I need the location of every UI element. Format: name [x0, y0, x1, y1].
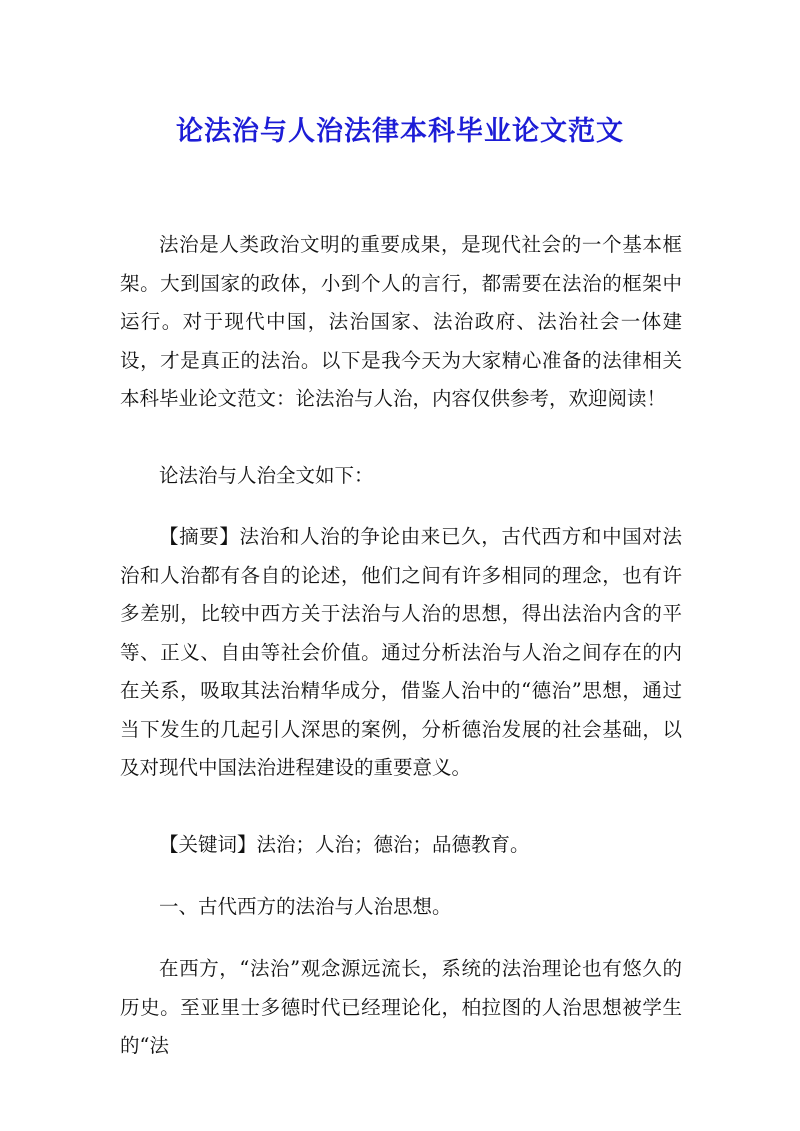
section-heading: 一、古代西方的法治与人治思想。 [159, 895, 452, 918]
abstract-paragraph: 【摘要】法治和人治的争论由来已久，古代西方和中国对法治和人治都有各自的论述，他们之间有许多相同的理念，也有许多差别，比较中西方关于法治与人治的思想，得出法治内含的平等、正义、自由等社会价值。通过分析法治与人治之间存在的内在关系，吸取其法治精华成分，借鉴人治中的“德治”思想，通过当下发生的几起引人深思的案例，分析德治发展的社会基础，以及对现代中国法治进程建设的重要意义。 [120, 525, 682, 779]
keywords-paragraph: 【关键词】法治；人治；德治；品德教育。 [159, 833, 530, 856]
document-title: 论法治与人治法律本科毕业论文范文 [176, 116, 624, 147]
west-paragraph: 在西方，“法治”观念源远流长，系统的法治理论也有悠久的历史。至亚里士多德时代已经理论化，柏拉图的人治思想被学生的“法 [120, 957, 682, 1057]
intro-paragraph: 法治是人类政治文明的重要成果，是现代社会的一个基本框架。大到国家的政体，小到个人的言行，都需要在法治的框架中运行。对于现代中国，法治国家、法治政府、法治社会一体建设，才是真正的法治。以下是我今天为大家精心准备的法律相关本科毕业论文范文：论法治与人治，内容仅供参考，欢迎阅读！ [120, 233, 682, 410]
lead-paragraph: 论法治与人治全文如下： [159, 464, 374, 487]
